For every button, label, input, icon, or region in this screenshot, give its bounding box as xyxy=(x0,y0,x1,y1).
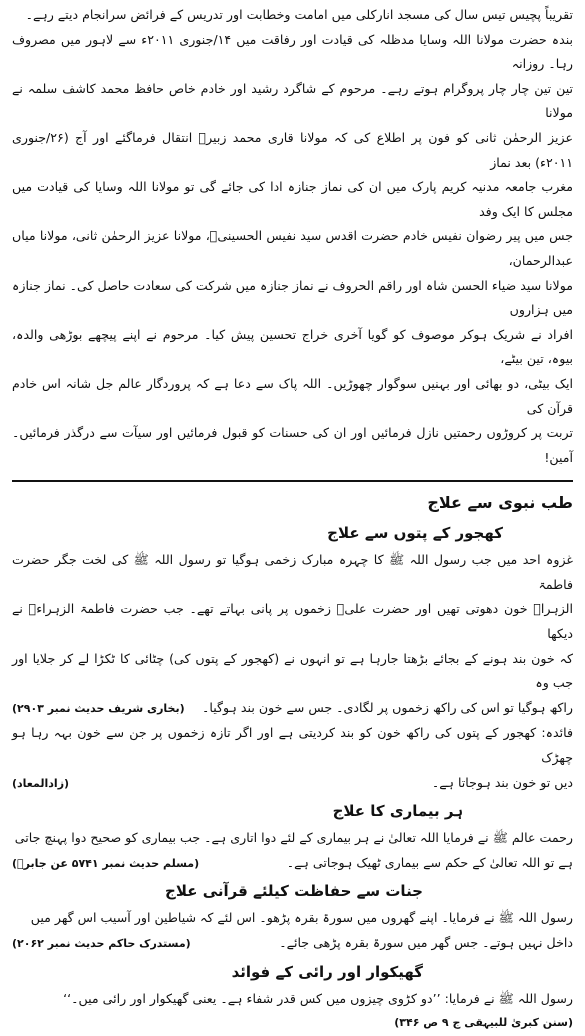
section-heading: جنات سے حفاظت کیلئے قرآنی علاج xyxy=(165,882,423,901)
benefit-note: فائدہ: کھجور کے پتوں کی راکھ خون کو بند کردیتی ہے اور اگر تازہ زخموں پر جن سے خون بہہ رہا ہو چھڑک xyxy=(12,725,573,766)
section-dates-leaves xyxy=(12,518,573,796)
text-line: تین تین چار چار پروگرام ہوتے رہے۔ مرحوم کے شاگرد رشید اور خادم خاص حافظ محمد کاشف سلمہ نے مولانا xyxy=(12,80,573,121)
top-paragraph xyxy=(12,3,573,470)
reference: (زادالمعاد) xyxy=(12,776,70,790)
section-aloe-mustard xyxy=(12,957,573,1036)
text-line: ہے تو اللہ تعالیٰ کے حکم سے بیماری ٹھیک ہوجاتی ہے۔ xyxy=(286,854,573,870)
text-line-with-reference xyxy=(12,851,573,877)
section-jinn-protection xyxy=(12,876,573,956)
text-line: رحمت عالم ﷺ نے فرمایا اللہ تعالیٰ نے ہر بیماری کے لئے دوا اتاری ہے۔ جب بیماری کو صحیح دوا پہنچ جاتی xyxy=(14,830,573,846)
text-line: داخل نہیں ہوتے۔ جس گھر میں سورۃ بقرہ پڑھی جائے۔ xyxy=(279,935,573,950)
text-line-with-reference xyxy=(12,931,573,957)
reference: (مستدرک حاکم حدیث نمبر ۲۰۶۲) xyxy=(12,937,191,950)
section-divider xyxy=(12,480,573,482)
reference: (بخاری شریف حدیث نمبر ۲۹۰۳) xyxy=(12,701,185,715)
text-line: راکھ ہوگیا تو اس کی راکھ زخموں پر لگادی۔ جس سے خون بند ہوگیا۔ xyxy=(202,699,573,715)
text-line: الزہراؓ خون دھوتی تھیں اور حضرت علیؓ زخموں پر پانی بہاتے تھے۔ جب حضرت فاطمۃ الزہراءؓ نے دیکھا xyxy=(12,601,573,642)
article-title: طب نبوی سے علاج xyxy=(427,493,573,513)
text-line: تربت پر کروڑوں رحمتیں نازل فرمائیں اور ان کی حسنات کو قبول فرمائیں اور سیآت سے درگذر فرمائیں۔ آمین! xyxy=(12,425,573,465)
text-line: ایک بیٹی، دو بھائی اور بہنیں سوگوار چھوڑیں۔ اللہ پاک سے دعا ہے کہ پروردگار عالم جل شانہ اس خادم قرآن کی xyxy=(12,375,573,416)
text-line: افراد نے شریک ہوکر موصوف کو گویا آخری خراج تحسین پیش کیا۔ مرحوم نے اپنے پیچھے بوڑھی والدہ، بیوہ، تین بیٹے، xyxy=(12,326,573,367)
text-line: دیں تو خون بند ہوجاتا ہے۔ xyxy=(431,774,573,790)
section-heading: کھجور کے پتوں سے علاج xyxy=(327,524,503,543)
text-line: کہ خون بند ہونے کے بجائے بڑھتا جارہا ہے تو انہوں نے (کھجور کے پتوں کی) چٹائی کا ٹکڑا لے کر جلایا اور جب وہ xyxy=(12,650,573,691)
section-heading: ہر بیماری کا علاج xyxy=(332,802,463,821)
text-line-with-reference xyxy=(12,771,573,797)
text-line-with-reference xyxy=(12,696,573,722)
reference-line xyxy=(12,1011,573,1036)
text-line: رسول اللہ ﷺ نے فرمایا۔ اپنے گھروں میں سورۃ بقرہ پڑھو۔ اس لئے کہ شیاطین اور آسیب اس گھر میں xyxy=(30,910,573,926)
text-line: جس میں پیر رضوان نفیس خادم حضرت اقدس سید نفیس الحسینیؒ، مولانا عزیز الرحمٰن ثانی، مولانا میاں عبدالرحمان، xyxy=(12,228,573,268)
text-line: رسول اللہ ﷺ نے فرمایا: ’’دو کڑوی چیزوں میں کس قدر شفاء ہے۔ یعنی گھیکوار اور رائی میں۔‘‘ xyxy=(63,990,573,1006)
text-line: عزیز الرحمٰن ثانی کو فون پر اطلاع کی کہ مولانا قاری محمد زبیرؒ انتقال فرماگئے اور آج (۲۶/جنوری ۲۰۱۱ء) بعد نماز xyxy=(12,129,573,170)
reference: (مسلم حدیث نمبر ۵۷۴۱ عن جابرؓ) xyxy=(12,856,200,870)
text-line: بندہ حضرت مولانا اللہ وسایا مدظلہ کی قیادت اور رفاقت میں ۱۴/جنوری ۲۰۱۱ء سے لاہور میں مصروف رہا۔ روزانہ xyxy=(12,31,573,72)
text-line: مولانا سید ضیاء الحسن شاہ اور راقم الحروف نے نماز جنازہ میں شرکت کی سعادت حاصل کی۔ نماز جنازہ میں ہزاروں xyxy=(12,277,573,318)
text-line: مغرب جامعہ مدنیہ کریم پارک میں ان کی نماز جنازہ ادا کی جائے گی تو مولانا اللہ وسایا کی قیادت میں مجلس کا ایک وفد xyxy=(12,179,573,219)
text-line: تقریباً پچیس تیس سال کی مسجد انارکلی میں امامت وخطابت اور تدریس کے فرائض سرانجام دیتے رہے۔ xyxy=(25,7,573,22)
section-every-illness xyxy=(12,796,573,876)
section-heading: گھیکوار اور رائی کے فوائد xyxy=(231,962,423,981)
reference: (سنن کبریٰ للبیہقی ج ۹ ص ۳۴۶) xyxy=(394,1016,573,1030)
text-line: غزوہ احد میں جب رسول اللہ ﷺ کا چہرہ مبارک زخمی ہوگیا تو رسول اللہ ﷺ کی لخت جگر حضرت فاطمۃ xyxy=(12,552,573,592)
